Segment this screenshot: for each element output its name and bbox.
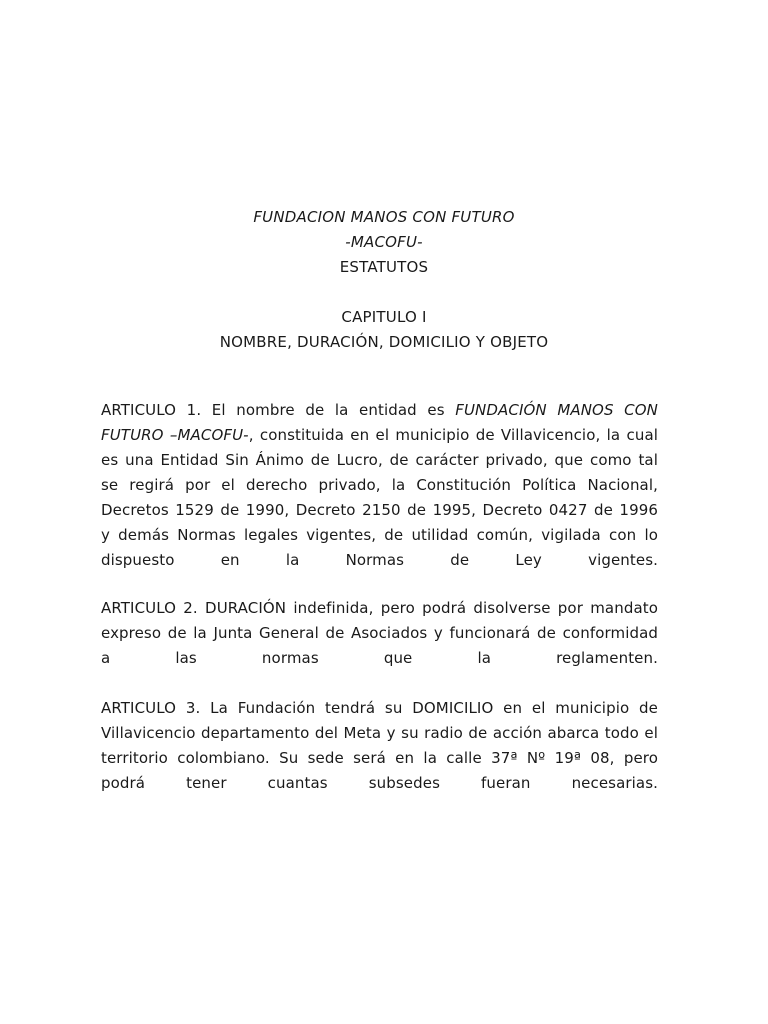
title-line-1: FUNDACION MANOS CON FUTURO bbox=[253, 208, 515, 226]
article-3-label: ARTICULO 3. bbox=[101, 699, 201, 717]
article-2 bbox=[101, 596, 658, 671]
chapter-heading: NOMBRE, DURACIÓN, DOMICILIO Y OBJETO bbox=[219, 333, 549, 351]
article-1-label: ARTICULO 1 bbox=[101, 401, 197, 419]
article-2-label: ARTICULO 2. DURACIÓN bbox=[101, 599, 287, 617]
title-line-3: ESTATUTOS bbox=[339, 258, 429, 276]
article-3-domicilio: DOMICILIO bbox=[412, 699, 494, 717]
article-2-text: indefinida, pero podrá disolverse por mandato expreso de la Junta General de Asociados y funcionará de conformidad a las normas que la reglamenten. bbox=[101, 599, 658, 667]
article-3-text-a: La Fundación tendrá su bbox=[200, 699, 413, 717]
article-3 bbox=[101, 696, 658, 796]
article-1-intro: . El nombre de la entidad es bbox=[196, 401, 456, 419]
article-1-text: , constituida en el municipio de Villavicencio, la cual es una Entidad Sin Ánimo de Lucro, de carácter privado, que como tal se regirá por el derecho privado, la Constitución Política Nacional, Decretos 1529 de 1990, Decreto 2150 de 1995, Decreto 0427 de 1996 y demás Normas legales vigentes, de utilidad común, vigilada con lo dispuesto en la Normas de Ley vigentes. bbox=[101, 426, 659, 569]
chapter-number: CAPITULO I bbox=[341, 308, 427, 326]
article-1 bbox=[101, 398, 658, 573]
title-line-2: -MACOFU- bbox=[345, 233, 423, 251]
article-3-text-b: en el municipio de Villavicencio departamento del Meta y su radio de acción abarca todo el territorio colombiano. Su sede será en la calle 37ª Nº 19ª 08, pero podrá tener cuantas subsedes fueran necesarias. bbox=[101, 699, 658, 792]
article-1-entity-name: FUNDACIÓN MANOS CON FUTURO –MACOFU- bbox=[101, 401, 658, 444]
